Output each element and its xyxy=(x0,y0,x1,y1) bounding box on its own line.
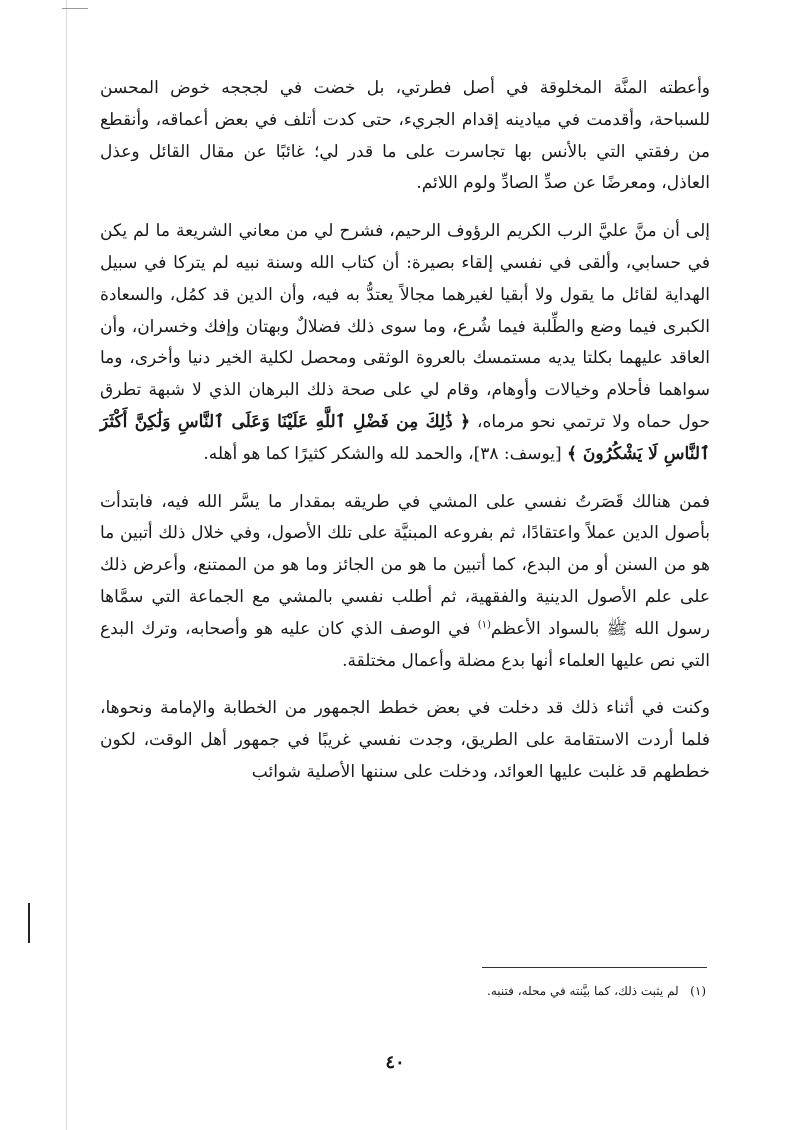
footnote-marker: (١) xyxy=(690,984,706,998)
quran-verse: ﴿ ذَٰلِكَ مِن فَضْلِ ٱللَّهِ عَلَيْنَا وَعَلَى ٱلنَّاسِ وَلَٰكِنَّ أَكْثَرَ ٱلنَّاسِ لَا يَشْكُرُونَ ﴾ xyxy=(100,411,710,464)
scan-margin-line xyxy=(66,0,67,1130)
paragraph-3-text-before: فمن هنالك قَصَرتُ نفسي على المشي في طريقه بمقدار ما يسَّر الله فيه، فابتدأت بأصول الدين عملاً واعتقادًا، ثم بفروعه المبنيَّة على تلك الأصول، وفي خلال ذلك أتبين ما هو من السنن أو من البدع، كما أتبين ما هو من الجائز وما هو من الممتنع، وأعرض ذلك على علم الأصول الدينية والفقهية، ثم أطلب نفسي بالمشي مع الجماعة التي سمَّاها رسول الله ﷺ بالسواد الأعظم xyxy=(100,491,711,639)
main-text xyxy=(100,73,710,789)
paragraph-2-text-after: [يوسف: ٣٨]، والحمد لله والشكر كثيرًا كما هو أهله. xyxy=(203,443,562,464)
paragraph-2-text-before: إلى أن منَّ عليَّ الرب الكريم الرؤوف الرحيم، فشرح لي من معاني الشريعة ما لم يكن في حسابي، وألقى في نفسي إلقاء بصيرة: أن كتاب الله وسنة نبيه لم يتركا في سبيل الهداية لقائل ما يقول ولا أبقيا لغيرهما مجالاً يعتدُّ به فيه، وأن الدين قد كمُل، والسعادة الكبرى فيما وضع والطِّلبة فيما شُرع، وما سوى ذلك فضلالٌ وبهتان وإفك وخسران، وأن العاقد عليهما بكلتا يديه مستمسك بالعروة الوثقى ومحصل لكلية الخير دنيا وأخرى، وما سواهما فأحلام وخيالات وأوهام، وقام لي على صحة ذلك البرهان الذي لا شبهة تطرق حول حماه ولا ترتمي نحو مرماه، xyxy=(100,221,711,432)
scan-mark xyxy=(62,8,88,9)
paragraph-3-text-after: في الوصف الذي كان عليه هو وأصحابه، وترك البدع التي نص عليها العلماء أنها بدع مضلة وأعمال مختلقة. xyxy=(100,618,710,671)
footnote xyxy=(487,984,706,998)
paragraph-3 xyxy=(100,487,710,678)
page-number: ٤٠ xyxy=(385,1052,405,1073)
scan-mark xyxy=(28,903,30,943)
paragraph-4: وكنت في أثناء ذلك قد دخلت في بعض خطط الجمهور من الخطابة والإمامة ونحوها، فلما أردت الاستقامة على الطريق، وجدت نفسي غريبًا في جمهور أهل الوقت، لكون خططهم قد غلبت عليها العوائد، ودخلت على سننها الأصلية شوائب xyxy=(100,698,710,782)
footnote-reference: (١) xyxy=(477,619,491,631)
footnote-divider xyxy=(482,967,707,968)
paragraph-2 xyxy=(100,216,710,470)
paragraph-1: وأعطته المنَّة المخلوقة في أصل فطرتي، بل خضت في لجججه خوض المحسن للسباحة، وأقدمت في ميادينه إقدام الجريء، حتى كدت أتلف في بعض أعماقه، وأنقطع من رفقتي التي بالأنس بها تجاسرت على ما قدر لي؛ غائبًا عن مقال القائل وعذل العاذل، ومعرضًا عن صدِّ الصادِّ ولوم اللائم. xyxy=(100,78,710,194)
footnote-text: لم يثبت ذلك، كما بيَّنته في محله، فتنبه. xyxy=(487,984,679,998)
